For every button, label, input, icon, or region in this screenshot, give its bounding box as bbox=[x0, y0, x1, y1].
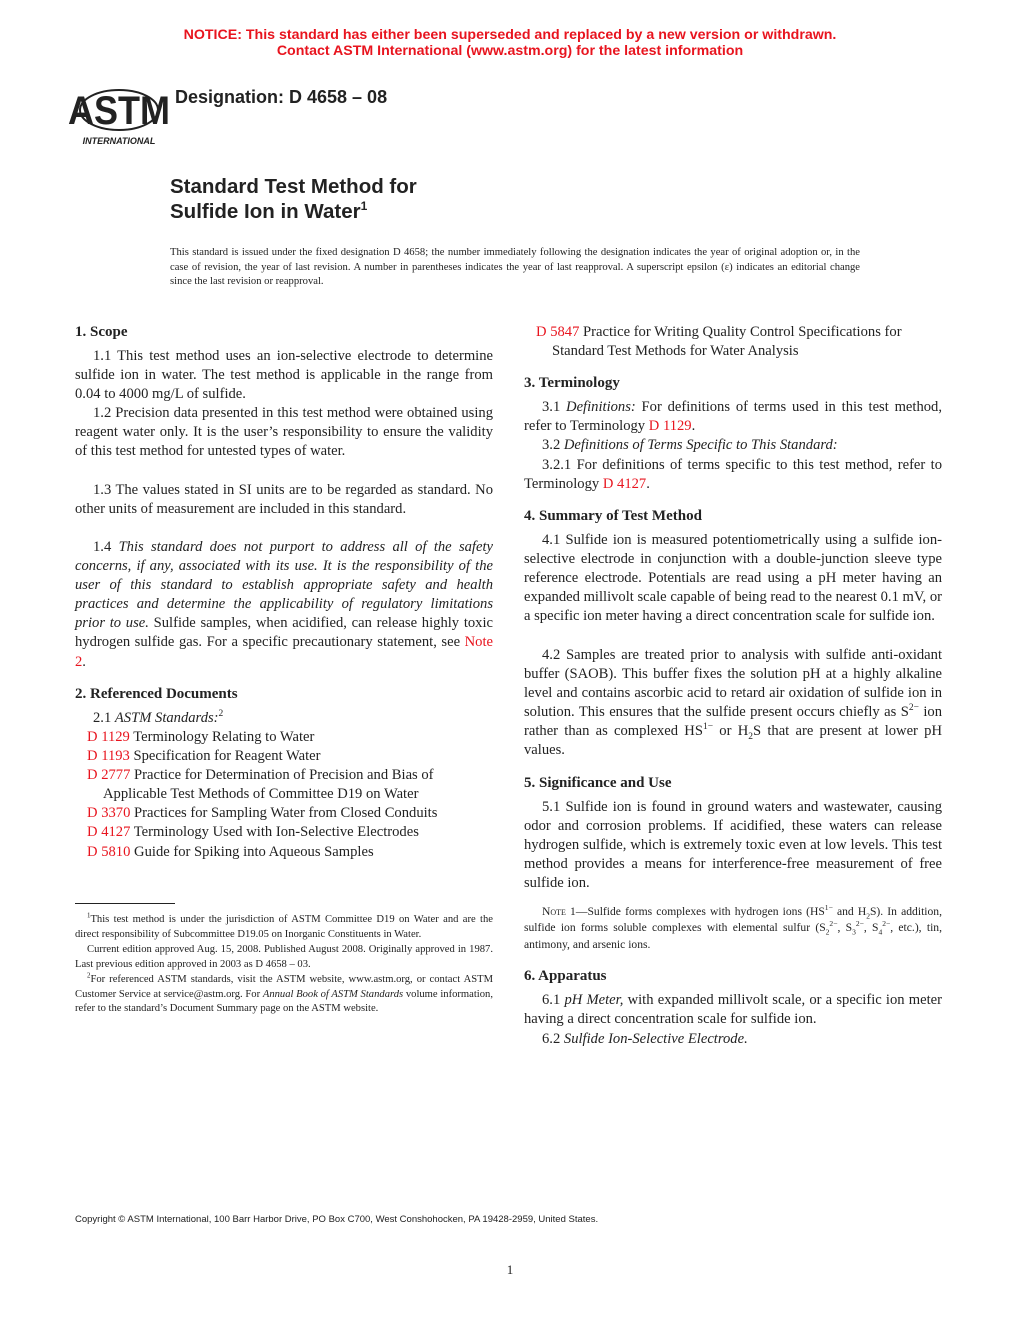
ref-item: D 3370 Practices for Sampling Water from Closed Conduits bbox=[87, 805, 438, 822]
section-2-heading: 2. Referenced Documents bbox=[75, 686, 238, 702]
para-1-1: 1.1 This test method uses an ion-selective electrode to determine sulfide ion in water. The test method is applicable in the range from 0.04 to 4000 mg/L of sulfide. bbox=[75, 348, 493, 403]
ref-item: D 1129 Terminology Relating to Water bbox=[87, 729, 315, 745]
ref-item: D 1193 Specification for Reagent Water bbox=[87, 748, 321, 765]
ref-link[interactable]: D 5847 bbox=[536, 324, 580, 340]
designation: Designation: D 4658 – 08 bbox=[175, 87, 388, 107]
para-1-2: 1.2 Precision data presented in this test method were obtained using reagent water only. It is the user’s responsibility to ensure the validity of this test method for untested types of water. bbox=[75, 405, 493, 460]
ref-item: D 5847 Practice for Writing Quality Control Specifications for Standard Test Methods for Water Analysis bbox=[536, 324, 902, 360]
svg-text:ASTM: ASTM bbox=[68, 89, 170, 134]
para-6-1: 6.1 pH Meter, with expanded millivolt scale, or a specific ion meter having a direct concentration scale for sulfide ion. bbox=[524, 992, 943, 1028]
svg-text:INTERNATIONAL: INTERNATIONAL bbox=[82, 136, 156, 146]
para-2-1: 2.1 ASTM Standards:$^2$ bbox=[93, 709, 224, 726]
document-title: Standard Test Method for Sulfide Ion in Water$^1$ bbox=[170, 175, 417, 223]
ref-link[interactable]: D 5810 bbox=[87, 843, 131, 860]
footnote-divider bbox=[75, 903, 175, 904]
notice-line-1: NOTICE: This standard has either been superseded and replaced by a new version or withdrawn. bbox=[183, 27, 837, 43]
para-4-2: 4.2 Samples are treated prior to analysis with sulfide anti-oxidant buffer (SAOB). This buffer fixes the solution pH at a highly alkaline level and contains ascorbic acid to retard air oxidation of sulfide ion in solution. This ensures that the sulfide present occurs chiefly as $S^{2-}$ ion rather than as complexed $HS^{1-}$ or $H_2S$ that are present at lower pH values. bbox=[524, 647, 942, 759]
ref-item: D 4127 Terminology Used with Ion-Selective Electrodes bbox=[87, 824, 419, 841]
ref-item: D 2777 Practice for Determination of Precision and Bias of Applicable Test Methods of Committee D19 on Water bbox=[87, 767, 434, 803]
d1129-link[interactable]: D 1129 bbox=[648, 418, 692, 435]
ref-link[interactable]: D 4127 bbox=[87, 824, 131, 841]
ref-link[interactable]: D 3370 bbox=[87, 805, 131, 822]
para-1-3: 1.3 The values stated in SI units are to be regarded as standard. No other units of measurement are included in this standard. bbox=[75, 482, 493, 518]
d4127-link[interactable]: D 4127 bbox=[602, 476, 647, 493]
para-1-4: 1.4 This standard does not purport to address all of the safety concerns, if any, associated with its use. It is the responsibility of the user of this standard to establish appropriate safety and health practices and determine the applicability of regulatory limitations prior to use. Sulfide samples, when acidified, can release highly toxic hydrogen sulfide gas. For a specific precautionary statement, see Note 2. bbox=[75, 539, 493, 670]
para-3-1: 3.1 Definitions: For definitions of terms used in this test method, refer to Terminology D 1129. bbox=[524, 399, 942, 435]
ref-link[interactable]: D 1129 bbox=[87, 729, 130, 745]
footnotes: $^1$This test method is under the jurisdiction of ASTM Committee D19 on Water and are the direct responsibility of Subcommittee D19.05 on Inorganic Constituents in Water. Current edition approved Aug. 15, 2008. Published August 2008. Originally approved in 1987. Last previous edition approved in 2003 as D 4658 – 03. $^2$For referenced ASTM standards, visit the ASTM website, www.astm.org, or contact ASTM Customer Service at service@astm.org. For Annual Book of ASTM Standards volume information, refer to the standard’s Document Summary page on the ASTM website. bbox=[75, 912, 493, 1015]
copyright: Copyright © ASTM International, 100 Barr Harbor Drive, PO Box C700, West Conshohocken, PA 19428-2959, United States. bbox=[75, 1214, 599, 1225]
note-1: Note 1—Sulfide forms complexes with hydrogen ions ($HS^{1-}$ and $H_2S$). In addition, sulfide ion forms soluble complexes with elemental sulfur ($S_2^{2-}$, $S_3^{2-}$, $S_4^{2-}$, etc.), tin, antimony, and arsenic ions. bbox=[524, 903, 942, 951]
section-6-heading: 6. Apparatus bbox=[524, 968, 607, 984]
section-4-heading: 4. Summary of Test Method bbox=[524, 508, 702, 524]
page-number: 1 bbox=[506, 1262, 514, 1277]
section-3-heading: 3. Terminology bbox=[524, 375, 620, 391]
para-5-1: 5.1 Sulfide ion is found in ground waters and wastewater, causing odor and corrosion problems. If acidified, these waters can release hydrogen sulfide, which is extremely toxic even at low levels. This test method provides a means for interference-free measurement of free sulfide ion. bbox=[524, 799, 942, 892]
referenced-documents-list bbox=[75, 728, 493, 862]
para-3-2-1: 3.2.1 For definitions of terms specific to this test method, refer to Terminology D 4127. bbox=[524, 457, 942, 493]
section-1-heading: 1. Scope bbox=[75, 324, 128, 340]
astm-logo bbox=[68, 78, 170, 148]
para-4-1: 4.1 Sulfide ion is measured potentiometrically using a sulfide ion-selective electrode in conjunction with a double-junction sleeve type reference electrode. Potentials are read using a pH meter having an expanded millivolt scale capable of being read to the nearest 0.1 mV, or a specific ion meter having a direct concentration scale for sulfide ion. bbox=[524, 532, 942, 625]
ref-link[interactable]: D 1193 bbox=[87, 748, 130, 765]
para-3-2: 3.2 Definitions of Terms Specific to This Standard: bbox=[542, 437, 838, 453]
para-6-2: 6.2 Sulfide Ion-Selective Electrode. bbox=[542, 1031, 748, 1047]
issuance-statement: This standard is issued under the fixed designation D 4658; the number immediately following the designation indicates the year of original adoption or, in the case of revision, the year of last revision. A number in parentheses indicates the year of last reapproval. A superscript epsilon (ε) indicates an editorial change since the last revision or reapproval. bbox=[170, 247, 860, 288]
note-2-link[interactable]: Note 2 bbox=[75, 634, 493, 670]
notice-line-2: Contact ASTM International (www.astm.org) for the latest information bbox=[276, 43, 744, 59]
section-5-heading: 5. Significance and Use bbox=[524, 775, 672, 791]
ref-item: D 5810 Guide for Spiking into Aqueous Samples bbox=[87, 843, 374, 860]
ref-link[interactable]: D 2777 bbox=[87, 767, 131, 784]
